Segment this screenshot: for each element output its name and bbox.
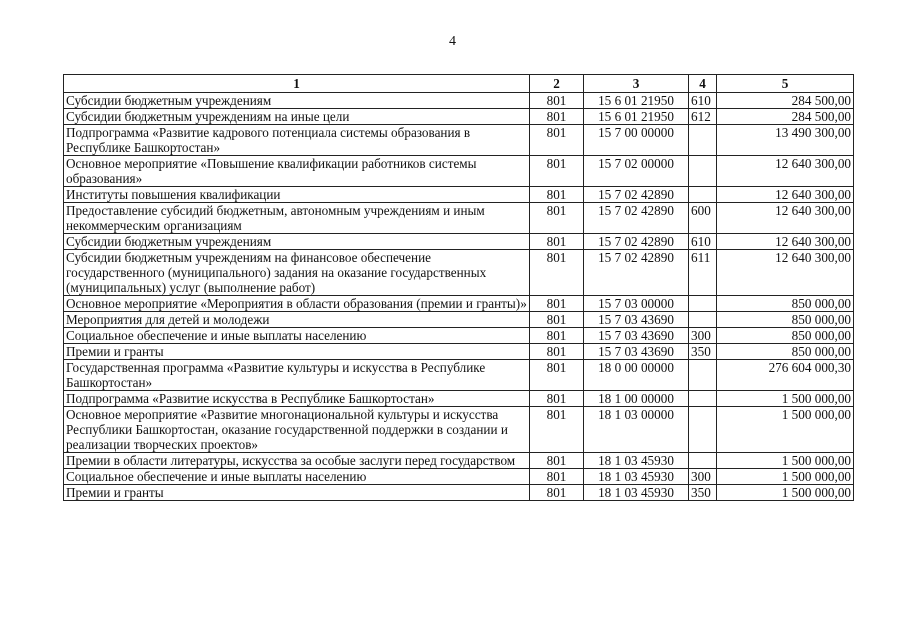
row-vr [689,156,717,187]
row-sum: 12 640 300,00 [717,187,854,203]
row-ved: 801 [530,125,584,156]
header-col-name: 1 [64,75,530,93]
row-ved: 801 [530,312,584,328]
row-vr: 300 [689,469,717,485]
table-body [64,93,854,501]
row-ved: 801 [530,344,584,360]
row-sum: 284 500,00 [717,93,854,109]
row-ved: 801 [530,109,584,125]
header-col-csr: 3 [584,75,689,93]
row-vr: 350 [689,485,717,501]
table-row [64,187,854,203]
row-sum: 284 500,00 [717,109,854,125]
row-vr: 350 [689,344,717,360]
row-sum: 12 640 300,00 [717,250,854,296]
row-csr: 15 7 03 43690 [584,344,689,360]
table-row [64,344,854,360]
row-sum: 850 000,00 [717,312,854,328]
row-csr: 18 1 03 45930 [584,485,689,501]
row-name: Мероприятия для детей и молодежи [64,312,530,328]
row-sum: 850 000,00 [717,328,854,344]
row-vr: 611 [689,250,717,296]
row-vr [689,296,717,312]
row-name: Институты повышения квалификации [64,187,530,203]
table-row [64,469,854,485]
table-row [64,125,854,156]
row-vr: 612 [689,109,717,125]
row-ved: 801 [530,391,584,407]
row-vr [689,391,717,407]
row-vr [689,407,717,453]
row-ved: 801 [530,187,584,203]
row-csr: 15 6 01 21950 [584,109,689,125]
row-sum: 1 500 000,00 [717,407,854,453]
page-number: 4 [449,34,456,49]
row-name: Премии и гранты [64,485,530,501]
budget-table [63,74,854,501]
row-name: Основное мероприятие «Мероприятия в области образования (премии и гранты)» [64,296,530,312]
table-row [64,250,854,296]
row-sum: 850 000,00 [717,344,854,360]
header-col-ved: 2 [530,75,584,93]
header-row [64,75,854,93]
row-sum: 12 640 300,00 [717,234,854,250]
row-name: Субсидии бюджетным учреждениям [64,93,530,109]
row-sum: 850 000,00 [717,296,854,312]
row-csr: 15 7 02 42890 [584,187,689,203]
row-vr [689,360,717,391]
table-row [64,234,854,250]
row-vr: 610 [689,234,717,250]
row-name: Предоставление субсидий бюджетным, автономным учреждениям и иным некоммерческим организациям [64,203,530,234]
row-name: Подпрограмма «Развитие искусства в Республике Башкортостан» [64,391,530,407]
row-ved: 801 [530,360,584,391]
row-vr: 610 [689,93,717,109]
row-csr: 18 1 03 45930 [584,469,689,485]
row-sum: 12 640 300,00 [717,156,854,187]
row-csr: 18 1 00 00000 [584,391,689,407]
row-ved: 801 [530,453,584,469]
table-row [64,407,854,453]
table-row [64,203,854,234]
header-col-sum: 5 [717,75,854,93]
header-col-vr: 4 [689,75,717,93]
row-csr: 15 7 00 00000 [584,125,689,156]
row-name: Субсидии бюджетным учреждениям [64,234,530,250]
row-ved: 801 [530,328,584,344]
row-csr: 18 0 00 00000 [584,360,689,391]
row-sum: 1 500 000,00 [717,485,854,501]
row-name: Подпрограмма «Развитие кадрового потенциала системы образования в Республике Башкортостан» [64,125,530,156]
row-sum: 13 490 300,00 [717,125,854,156]
row-csr: 15 7 02 42890 [584,203,689,234]
row-sum: 1 500 000,00 [717,391,854,407]
row-csr: 15 7 02 42890 [584,250,689,296]
row-csr: 18 1 03 00000 [584,407,689,453]
row-vr: 600 [689,203,717,234]
row-name: Премии и гранты [64,344,530,360]
row-csr: 15 7 02 00000 [584,156,689,187]
row-csr: 15 7 03 00000 [584,296,689,312]
table-row [64,156,854,187]
row-ved: 801 [530,407,584,453]
table-row [64,296,854,312]
row-ved: 801 [530,156,584,187]
row-name: Социальное обеспечение и иные выплаты населению [64,328,530,344]
table-header [64,75,854,93]
row-sum: 1 500 000,00 [717,469,854,485]
table-row [64,453,854,469]
table-row [64,391,854,407]
row-csr: 18 1 03 45930 [584,453,689,469]
row-ved: 801 [530,93,584,109]
row-ved: 801 [530,203,584,234]
row-name: Субсидии бюджетным учреждениям на финансовое обеспечение государственного (муниципального) задания на оказание государственных (муниципальных) услуг (выполнение работ) [64,250,530,296]
row-ved: 801 [530,250,584,296]
row-csr: 15 7 02 42890 [584,234,689,250]
row-sum: 12 640 300,00 [717,203,854,234]
row-ved: 801 [530,234,584,250]
row-name: Социальное обеспечение и иные выплаты населению [64,469,530,485]
row-sum: 1 500 000,00 [717,453,854,469]
table-row [64,109,854,125]
row-ved: 801 [530,296,584,312]
table-row [64,93,854,109]
row-name: Основное мероприятие «Повышение квалификации работников системы образования» [64,156,530,187]
row-name: Государственная программа «Развитие культуры и искусства в Республике Башкортостан» [64,360,530,391]
row-ved: 801 [530,485,584,501]
row-name: Премии в области литературы, искусства за особые заслуги перед государством [64,453,530,469]
row-vr [689,187,717,203]
row-sum: 276 604 000,30 [717,360,854,391]
row-csr: 15 6 01 21950 [584,93,689,109]
table-row [64,485,854,501]
row-ved: 801 [530,469,584,485]
row-vr [689,453,717,469]
row-vr [689,312,717,328]
row-csr: 15 7 03 43690 [584,312,689,328]
table-row [64,360,854,391]
row-csr: 15 7 03 43690 [584,328,689,344]
row-vr [689,125,717,156]
row-name: Основное мероприятие «Развитие многонациональной культуры и искусства Республики Башкортостан, оказание государственной поддержки в создании и реализации творческих проектов» [64,407,530,453]
table-row [64,328,854,344]
row-vr: 300 [689,328,717,344]
table-row [64,312,854,328]
row-name: Субсидии бюджетным учреждениям на иные цели [64,109,530,125]
